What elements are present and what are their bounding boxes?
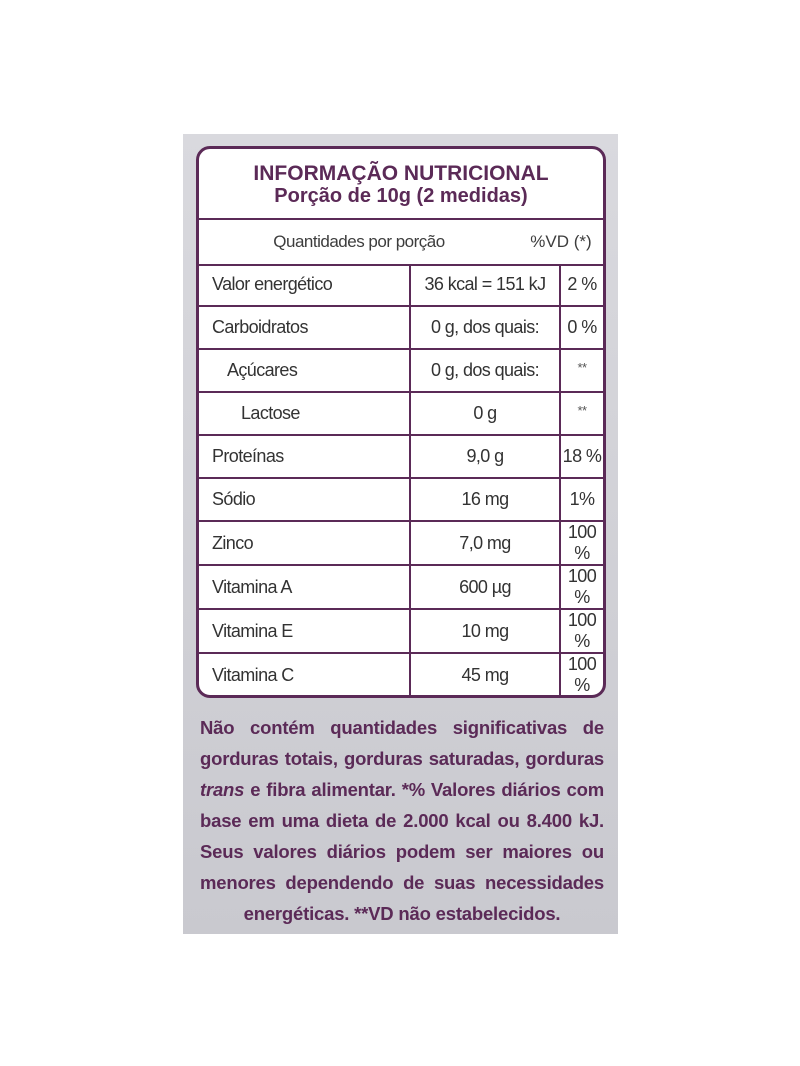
nutrient-name: Carboidratos [199,306,410,349]
table-row [199,565,603,609]
footnote-trans-italic: trans [200,779,245,800]
nutrient-vd: 2 % [560,264,603,306]
nutrient-vd: 100 % [567,654,597,695]
nutrient-amount: 9,0 g [410,435,560,478]
nutrient-amount: 45 mg [410,653,560,696]
footnote-text-2: e fibra alimentar. *% Valores diários com base em uma dieta de 2.000 kcal ou 8.400 kJ. Seus valores diários podem ser maiores ou menores dependendo de suas necessidades energéticas. **VD não estabelecidos. [200,779,604,924]
nutrient-name: Proteínas [199,435,410,478]
nutrient-vd: 18 % [560,435,603,478]
nutrient-amount: 0 g, dos quais: [410,349,560,392]
nutrition-panel [183,134,618,934]
nutrient-name: Vitamina C [212,664,294,685]
header-vd: %VD (*) [530,232,592,251]
table-row [199,478,603,521]
nutrient-vd: 1% [560,478,603,521]
table-row [199,392,603,435]
nutrient-amount: 16 mg [410,478,560,521]
footnote-text-1: Não contém quantidades significativas de gorduras totais, gorduras saturadas, gorduras [200,717,604,769]
serving-size: Porção de 10g (2 medidas) [274,185,528,207]
nutrition-table [199,264,603,696]
nutrition-title: INFORMAÇÃO NUTRICIONAL [253,162,549,185]
nutrient-name: Lactose [199,392,410,435]
header-quantity: Quantidades por porção [273,232,445,251]
nutrient-amount: 10 mg [410,609,560,653]
nutrition-facts-box [196,146,606,698]
table-header [199,218,603,266]
nutrient-amount: 36 kcal = 151 kJ [410,264,560,306]
nutrient-name: Açúcares [199,349,410,392]
table-row [199,435,603,478]
nutrient-name: Vitamina E [199,609,410,653]
table-row [199,349,603,392]
table-row [199,653,603,696]
nutrient-vd: 100 % [560,521,603,565]
nutrient-name: Sódio [199,478,410,521]
table-row [199,521,603,565]
nutrient-vd: 100 % [560,609,603,653]
table-row [199,609,603,653]
table-row [199,306,603,349]
nutrient-amount: 0 g, dos quais: [410,306,560,349]
nutrition-footnote [200,712,604,929]
nutrient-name: Vitamina A [199,565,410,609]
nutrient-amount: 7,0 mg [410,521,560,565]
table-row [199,264,603,306]
nutrient-name: Valor energético [199,264,410,306]
nutrient-vd: 100 % [560,565,603,609]
nutrient-vd: ** [577,360,587,375]
nutrient-amount: 0 g [410,392,560,435]
nutrient-vd: ** [577,403,587,418]
nutrient-vd: 0 % [560,306,603,349]
nutrient-amount: 600 µg [410,565,560,609]
nutrient-name: Zinco [199,521,410,565]
